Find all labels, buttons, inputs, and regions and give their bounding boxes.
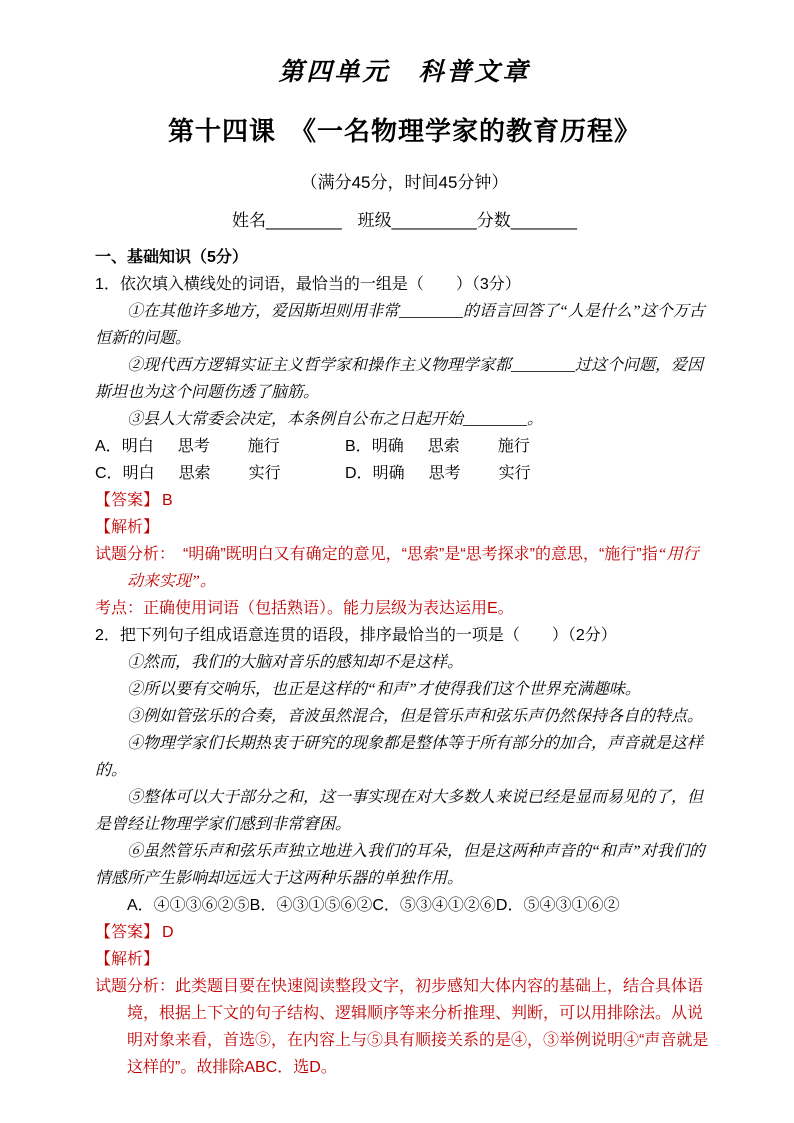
q1-analysis bbox=[95, 541, 714, 595]
student-fields bbox=[95, 206, 714, 231]
q2-answer-line bbox=[95, 919, 714, 946]
section-heading: 一、基础知识（5分） bbox=[95, 249, 248, 266]
option-word: 明确 bbox=[372, 465, 405, 482]
q1-options bbox=[95, 433, 714, 487]
q2-item-2: ②所以要有交响乐，也正是这样的“和声”才使得我们这个世界充满趣味。 bbox=[127, 681, 641, 698]
name-blank: ________ bbox=[266, 211, 342, 230]
option-label: B． bbox=[345, 438, 372, 455]
option-label: C． bbox=[95, 465, 123, 482]
class-blank: _________ bbox=[391, 211, 477, 230]
q1-option-b bbox=[345, 433, 714, 460]
q1-option-d bbox=[345, 460, 714, 487]
q1-option-a bbox=[95, 433, 345, 460]
option-word: 明白 bbox=[121, 438, 154, 455]
option-label: D． bbox=[345, 465, 373, 482]
q1-item-1: ①在其他许多地方，爱因斯坦则用非常________的语言回答了“人是什么”这个万古恒新的问题。 bbox=[95, 303, 705, 347]
option-word: 思考 bbox=[177, 438, 210, 455]
q2-item-5: ⑤整体可以大于部分之和，这一事实现在对大多数人来说已经是显而易见的了，但是曾经让物理学家们感到非常窘困。 bbox=[95, 789, 704, 833]
option-word: 明白 bbox=[122, 465, 155, 482]
q2-item-4: ④物理学家们长期热衷于研究的现象都是整体等于所有部分的加合，声音就是这样的。 bbox=[95, 735, 704, 779]
answer-value: D bbox=[162, 924, 174, 941]
q1-analysis-label: 【解析】 bbox=[95, 519, 160, 536]
document-body bbox=[95, 244, 714, 1081]
q2-analysis-label: 【解析】 bbox=[95, 951, 160, 968]
q2-item-6: ⑥虽然管乐声和弦乐声独立地进入我们的耳朵，但是这两种声音的“和声”对我们的情感所产生影响却远远大于这两种乐器的单独作用。 bbox=[95, 843, 705, 887]
unit-title: 第四单元 科普文章 bbox=[278, 59, 531, 86]
option-word: 施行 bbox=[497, 438, 530, 455]
option-word: 实行 bbox=[498, 465, 531, 482]
score-blank: _______ bbox=[510, 211, 577, 230]
exam-meta: （满分45分，时间45分钟） bbox=[300, 173, 509, 192]
q2-stem: 2．把下列句子组成语意连贯的语段，排序最恰当的一项是（ ）（2分） bbox=[95, 627, 617, 644]
option-word: 明确 bbox=[371, 438, 404, 455]
option-word: 思索 bbox=[178, 465, 211, 482]
option-word: 实行 bbox=[248, 465, 281, 482]
lesson-title: 第十四课 《一名物理学家的教育历程》 bbox=[167, 116, 641, 146]
q1-answer-line bbox=[95, 487, 714, 514]
q1-item-3: ③县人大常委会决定，本条例自公布之日起开始________。 bbox=[127, 411, 544, 428]
q1-item-2: ②现代西方逻辑实证主义哲学家和操作主义物理学家都________过这个问题，爱因斯坦也为这个问题伤透了脑筋。 bbox=[95, 357, 704, 401]
q1-stem: 1．依次填入横线处的词语，最恰当的一组是（ ）（3分） bbox=[95, 276, 521, 293]
q2-item-3: ③例如管弦乐的合奏，音波虽然混合，但是管乐声和弦乐声仍然保持各自的特点。 bbox=[127, 708, 704, 725]
option-word: 思索 bbox=[427, 438, 460, 455]
q1-exam-point: 考点：正确使用词语（包括熟语）。能力层级为表达运用E。 bbox=[95, 600, 514, 617]
answer-label: 【答案】 bbox=[95, 924, 160, 941]
q2-options-line: A．④①③⑥②⑤B．④③①⑤⑥②C．⑤③④①②⑥D．⑤④③①⑥② bbox=[127, 897, 620, 914]
option-label: A． bbox=[95, 438, 122, 455]
option-word: 思考 bbox=[428, 465, 461, 482]
score-label: 分数 bbox=[476, 211, 511, 230]
option-word: 施行 bbox=[247, 438, 280, 455]
q2-item-1: ①然而，我们的大脑对音乐的感知却不是这样。 bbox=[127, 654, 464, 671]
analysis-quote: “用行动来实现”。 bbox=[127, 546, 699, 590]
class-label: 班级 bbox=[357, 211, 392, 230]
answer-value: B bbox=[162, 492, 173, 509]
name-label: 姓名 bbox=[232, 211, 267, 230]
answer-label: 【答案】 bbox=[95, 492, 160, 509]
analysis-text: 试题分析： “明确”既明白又有确定的意见，“思索”是“思考探求”的意思，“施行”指 bbox=[95, 546, 658, 563]
q1-option-c bbox=[95, 460, 345, 487]
q2-analysis: 试题分析：此类题目要在快速阅读整段文字，初步感知大体内容的基础上，结合具体语境，根据上下文的句子结构、逻辑顺序等来分析推理、判断，可以用排除法。从说明对象来看，首选⑤，在内容上与⑤具有顺接关系的是④，③举例说明④“声音就是这样的”。故排除ABC．选D。 bbox=[95, 978, 709, 1076]
